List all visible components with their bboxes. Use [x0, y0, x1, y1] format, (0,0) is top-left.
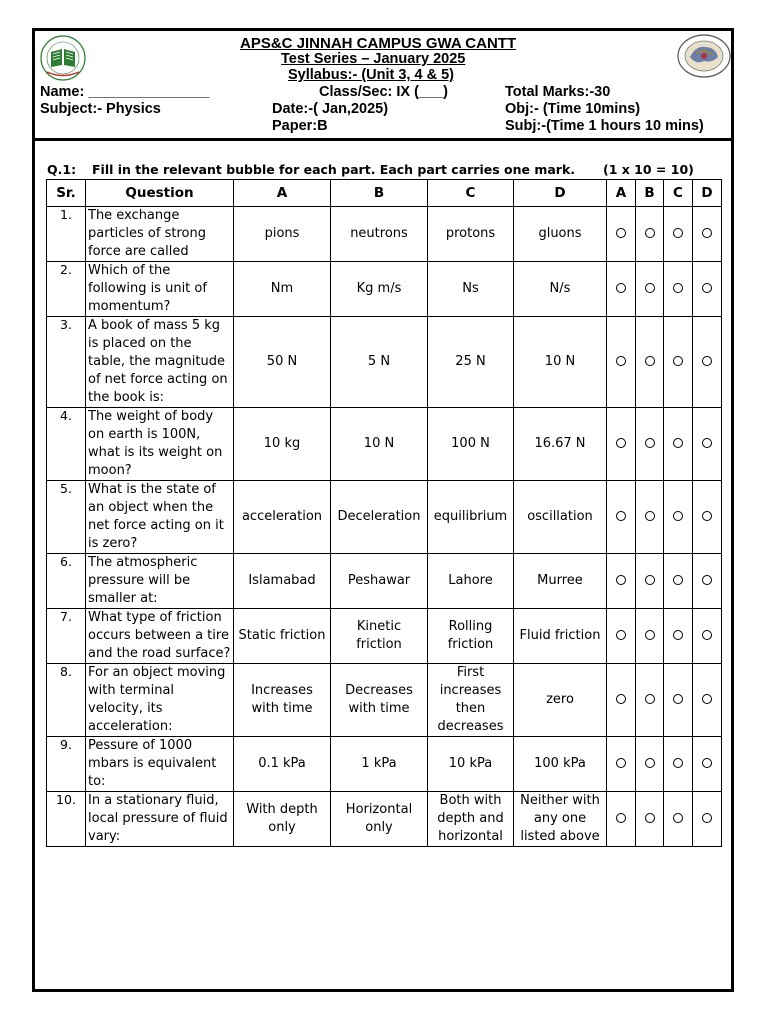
answer-cell-c [664, 317, 693, 408]
question-sr: 5. [47, 481, 86, 554]
answer-bubble-d[interactable] [702, 356, 712, 366]
answer-cell-a [607, 207, 636, 262]
question-sr: 7. [47, 609, 86, 664]
answer-bubble-b[interactable] [645, 630, 655, 640]
answer-bubble-d[interactable] [702, 575, 712, 585]
question-instruction: Fill in the relevant bubble for each part. Each part carries one mark. [92, 162, 576, 177]
option-a: acceleration [234, 481, 331, 554]
answer-bubble-b[interactable] [645, 438, 655, 448]
answer-bubble-b[interactable] [645, 758, 655, 768]
answer-cell-d [693, 408, 722, 481]
answer-bubble-d[interactable] [702, 228, 712, 238]
answer-bubble-a[interactable] [616, 283, 626, 293]
answer-bubble-b[interactable] [645, 694, 655, 704]
table-row [47, 262, 722, 317]
answer-bubble-a[interactable] [616, 630, 626, 640]
table-row [47, 554, 722, 609]
answer-cell-d [693, 792, 722, 847]
question-sr: 2. [47, 262, 86, 317]
question-sr: 6. [47, 554, 86, 609]
table-row [47, 792, 722, 847]
answer-cell-b [636, 262, 664, 317]
answer-bubble-a[interactable] [616, 228, 626, 238]
answer-cell-b [636, 317, 664, 408]
answer-cell-a [607, 664, 636, 737]
subjective-time: Subj:-(Time 1 hours 10 mins) [505, 118, 704, 134]
answer-bubble-b[interactable] [645, 283, 655, 293]
header-option-d: D [514, 180, 607, 207]
table-row [47, 737, 722, 792]
option-d: oscillation [514, 481, 607, 554]
option-a: Nm [234, 262, 331, 317]
answer-cell-b [636, 481, 664, 554]
answer-cell-c [664, 408, 693, 481]
answer-bubble-a[interactable] [616, 813, 626, 823]
option-c: Rolling friction [428, 609, 514, 664]
objective-time: Obj:- (Time 10mins) [505, 101, 641, 117]
question-sr: 1. [47, 207, 86, 262]
answer-bubble-d[interactable] [702, 283, 712, 293]
option-c: 10 kPa [428, 737, 514, 792]
option-a: pions [234, 207, 331, 262]
header-bubble-a: A [607, 180, 636, 207]
option-a: 10 kg [234, 408, 331, 481]
answer-cell-b [636, 207, 664, 262]
option-a: Static friction [234, 609, 331, 664]
answer-bubble-a[interactable] [616, 511, 626, 521]
table-row [47, 481, 722, 554]
answer-cell-d [693, 554, 722, 609]
answer-cell-d [693, 737, 722, 792]
header-bubble-b: B [636, 180, 664, 207]
option-d: 100 kPa [514, 737, 607, 792]
answer-bubble-d[interactable] [702, 694, 712, 704]
answer-cell-d [693, 609, 722, 664]
question-text: A book of mass 5 kg is placed on the table, the magnitude of net force acting on the book is: [86, 317, 234, 408]
answer-cell-a [607, 792, 636, 847]
syllabus-line: Syllabus:- (Unit 3, 4 & 5) [288, 67, 454, 83]
answer-cell-b [636, 408, 664, 481]
option-b: Horizontal only [331, 792, 428, 847]
table-row [47, 408, 722, 481]
table-row [47, 664, 722, 737]
school-name: APS&C JINNAH CAMPUS GWA CANTT [240, 35, 517, 52]
answer-bubble-c[interactable] [673, 438, 683, 448]
answer-bubble-c[interactable] [673, 758, 683, 768]
answer-cell-d [693, 481, 722, 554]
option-b: neutrons [331, 207, 428, 262]
option-a: With depth only [234, 792, 331, 847]
answer-bubble-d[interactable] [702, 511, 712, 521]
option-d: Fluid friction [514, 609, 607, 664]
answer-cell-b [636, 737, 664, 792]
question-text: The exchange particles of strong force are called [86, 207, 234, 262]
option-c: protons [428, 207, 514, 262]
answer-bubble-c[interactable] [673, 575, 683, 585]
option-b: 1 kPa [331, 737, 428, 792]
answer-cell-b [636, 609, 664, 664]
option-b: 10 N [331, 408, 428, 481]
answer-bubble-c[interactable] [673, 356, 683, 366]
school-crest-icon [37, 34, 89, 82]
answer-bubble-a[interactable] [616, 356, 626, 366]
test-series-title: Test Series – January 2025 [281, 51, 466, 67]
question-sr: 10. [47, 792, 86, 847]
header-bubble-d: D [693, 180, 722, 207]
answer-bubble-b[interactable] [645, 575, 655, 585]
option-c: 25 N [428, 317, 514, 408]
answer-cell-d [693, 664, 722, 737]
option-c: Both with depth and horizontal [428, 792, 514, 847]
answer-bubble-a[interactable] [616, 758, 626, 768]
answer-cell-c [664, 554, 693, 609]
answer-bubble-a[interactable] [616, 438, 626, 448]
answer-cell-c [664, 481, 693, 554]
answer-cell-c [664, 609, 693, 664]
mcq-table [46, 179, 722, 847]
header-sr: Sr. [47, 180, 86, 207]
answer-cell-b [636, 792, 664, 847]
header-bubble-c: C [664, 180, 693, 207]
question-marks: (1 x 10 = 10) [603, 162, 694, 177]
option-b: 5 N [331, 317, 428, 408]
answer-bubble-b[interactable] [645, 511, 655, 521]
question-number: Q.1: [47, 162, 77, 177]
option-b: Decreases with time [331, 664, 428, 737]
question-text: For an object moving with terminal velocity, its acceleration: [86, 664, 234, 737]
option-c: First increases then decreases [428, 664, 514, 737]
table-header-row [47, 180, 722, 207]
option-d: gluons [514, 207, 607, 262]
answer-cell-a [607, 317, 636, 408]
table-row [47, 207, 722, 262]
answer-cell-c [664, 664, 693, 737]
question-sr: 8. [47, 664, 86, 737]
answer-bubble-c[interactable] [673, 694, 683, 704]
question-sr: 9. [47, 737, 86, 792]
answer-bubble-d[interactable] [702, 758, 712, 768]
answer-bubble-b[interactable] [645, 228, 655, 238]
question-sr: 3. [47, 317, 86, 408]
total-marks: Total Marks:-30 [505, 84, 611, 100]
answer-cell-c [664, 262, 693, 317]
answer-cell-d [693, 207, 722, 262]
class-section-field: Class/Sec: IX (___) [319, 84, 448, 100]
answer-bubble-b[interactable] [645, 813, 655, 823]
option-c: Lahore [428, 554, 514, 609]
header-option-c: C [428, 180, 514, 207]
answer-cell-a [607, 408, 636, 481]
answer-bubble-a[interactable] [616, 694, 626, 704]
option-a: Increases with time [234, 664, 331, 737]
question-text: What type of friction occurs between a tire and the road surface? [86, 609, 234, 664]
option-a: Islamabad [234, 554, 331, 609]
header-option-a: A [234, 180, 331, 207]
option-d: Murree [514, 554, 607, 609]
name-field: Name: _______________ [40, 84, 210, 100]
question-text: The weight of body on earth is 100N, what is its weight on moon? [86, 408, 234, 481]
option-b: Kinetic friction [331, 609, 428, 664]
table-row [47, 609, 722, 664]
answer-cell-a [607, 481, 636, 554]
header-question: Question [86, 180, 234, 207]
question-sr: 4. [47, 408, 86, 481]
option-a: 50 N [234, 317, 331, 408]
question-text: What is the state of an object when the net force acting on it is zero? [86, 481, 234, 554]
subject-label: Subject:- Physics [40, 101, 161, 117]
question-text: Which of the following is unit of momentum? [86, 262, 234, 317]
option-c: 100 N [428, 408, 514, 481]
option-d: 10 N [514, 317, 607, 408]
answer-cell-c [664, 207, 693, 262]
answer-bubble-c[interactable] [673, 228, 683, 238]
answer-cell-c [664, 737, 693, 792]
answer-bubble-b[interactable] [645, 356, 655, 366]
answer-bubble-c[interactable] [673, 630, 683, 640]
answer-bubble-d[interactable] [702, 813, 712, 823]
option-c: equilibrium [428, 481, 514, 554]
answer-cell-b [636, 554, 664, 609]
answer-cell-d [693, 262, 722, 317]
option-d: zero [514, 664, 607, 737]
answer-cell-c [664, 792, 693, 847]
answer-cell-d [693, 317, 722, 408]
answer-cell-a [607, 554, 636, 609]
answer-bubble-d[interactable] [702, 630, 712, 640]
answer-bubble-d[interactable] [702, 438, 712, 448]
campus-emblem-icon [676, 33, 732, 79]
question-text: Pessure of 1000 mbars is equivalent to: [86, 737, 234, 792]
answer-bubble-c[interactable] [673, 283, 683, 293]
answer-bubble-c[interactable] [673, 511, 683, 521]
answer-cell-b [636, 664, 664, 737]
answer-cell-a [607, 262, 636, 317]
table-row [47, 317, 722, 408]
option-a: 0.1 kPa [234, 737, 331, 792]
answer-cell-a [607, 737, 636, 792]
option-c: Ns [428, 262, 514, 317]
option-b: Peshawar [331, 554, 428, 609]
header-option-b: B [331, 180, 428, 207]
question-text: The atmospheric pressure will be smaller at: [86, 554, 234, 609]
answer-cell-a [607, 609, 636, 664]
header-divider [35, 138, 731, 141]
date-label: Date:-( Jan,2025) [272, 101, 389, 117]
question-text: In a stationary fluid, local pressure of fluid vary: [86, 792, 234, 847]
paper-label: Paper:B [272, 118, 328, 134]
answer-bubble-a[interactable] [616, 575, 626, 585]
option-d: N/s [514, 262, 607, 317]
answer-bubble-c[interactable] [673, 813, 683, 823]
option-b: Deceleration [331, 481, 428, 554]
option-d: 16.67 N [514, 408, 607, 481]
option-b: Kg m/s [331, 262, 428, 317]
option-d: Neither with any one listed above [514, 792, 607, 847]
